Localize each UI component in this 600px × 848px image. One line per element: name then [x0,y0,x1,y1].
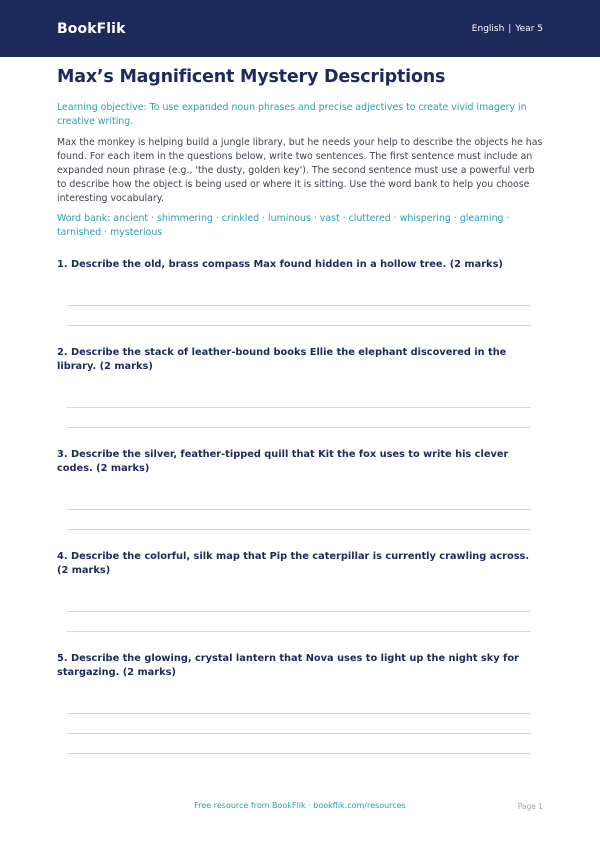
answer-line[interactable] [67,325,531,326]
question-4 [57,550,543,578]
year-label: Year 5 [515,23,543,34]
word-bank: Word bank: ancient · shimmering · crinkled · luminous · vast · cluttered · whispering · gleaming · tarnished · mysterious [57,213,510,238]
instructions: Max the monkey is helping build a jungle library, but he needs your help to describe the objects he has found. For each item in the questions below, write two sentences. The first sentence must include an expanded noun phrase (e.g., 'the dusty, golden key'). The second sentence must use a powerful verb to describe how the object is being used or where it is sitting. Use the word bank to help you choose interesting vocabulary. [57,137,543,204]
answer-line[interactable] [67,407,531,408]
answer-line[interactable] [67,509,531,510]
question-text: 5. Describe the glowing, crystal lantern that Nova uses to light up the night sky for stargazing. (2 marks) [57,653,519,678]
answer-line[interactable] [67,611,531,612]
learning-objective: Learning objective: To use expanded noun phrases and precise adjectives to create vivid imagery in creative writing. [57,102,527,127]
header-bar [0,0,600,57]
answer-line[interactable] [67,529,531,530]
answer-line[interactable] [67,631,531,632]
question-3 [57,448,543,476]
answer-line[interactable] [67,427,531,428]
subject-label: English [471,23,505,34]
footer-resource-link[interactable]: Free resource from BookFlik · bookflik.com/resources [194,801,406,810]
subject-year [472,24,543,34]
answer-line[interactable] [67,753,531,754]
meta-separator: | [508,23,512,34]
question-5 [57,652,543,680]
question-text: 3. Describe the silver, feather-tipped quill that Kit the fox uses to write his clever codes. (2 marks) [57,449,509,474]
question-1 [57,258,543,272]
worksheet-intro [57,66,543,240]
question-text: 2. Describe the stack of leather-bound books Ellie the elephant discovered in the library. (2 marks) [57,347,507,372]
page-number: Page 1 [517,802,543,811]
worksheet-title: Max’s Magnificent Mystery Descriptions [57,67,446,87]
answer-line[interactable] [67,733,531,734]
answer-line[interactable] [67,713,531,714]
question-text: 4. Describe the colorful, silk map that Pip the caterpillar is currently crawling across. (2 marks) [57,551,530,576]
question-2 [57,346,543,374]
question-text: 1. Describe the old, brass compass Max found hidden in a hollow tree. (2 marks) [57,259,503,270]
brand-logo[interactable]: BookFlik [57,20,126,37]
answer-line[interactable] [67,305,531,306]
